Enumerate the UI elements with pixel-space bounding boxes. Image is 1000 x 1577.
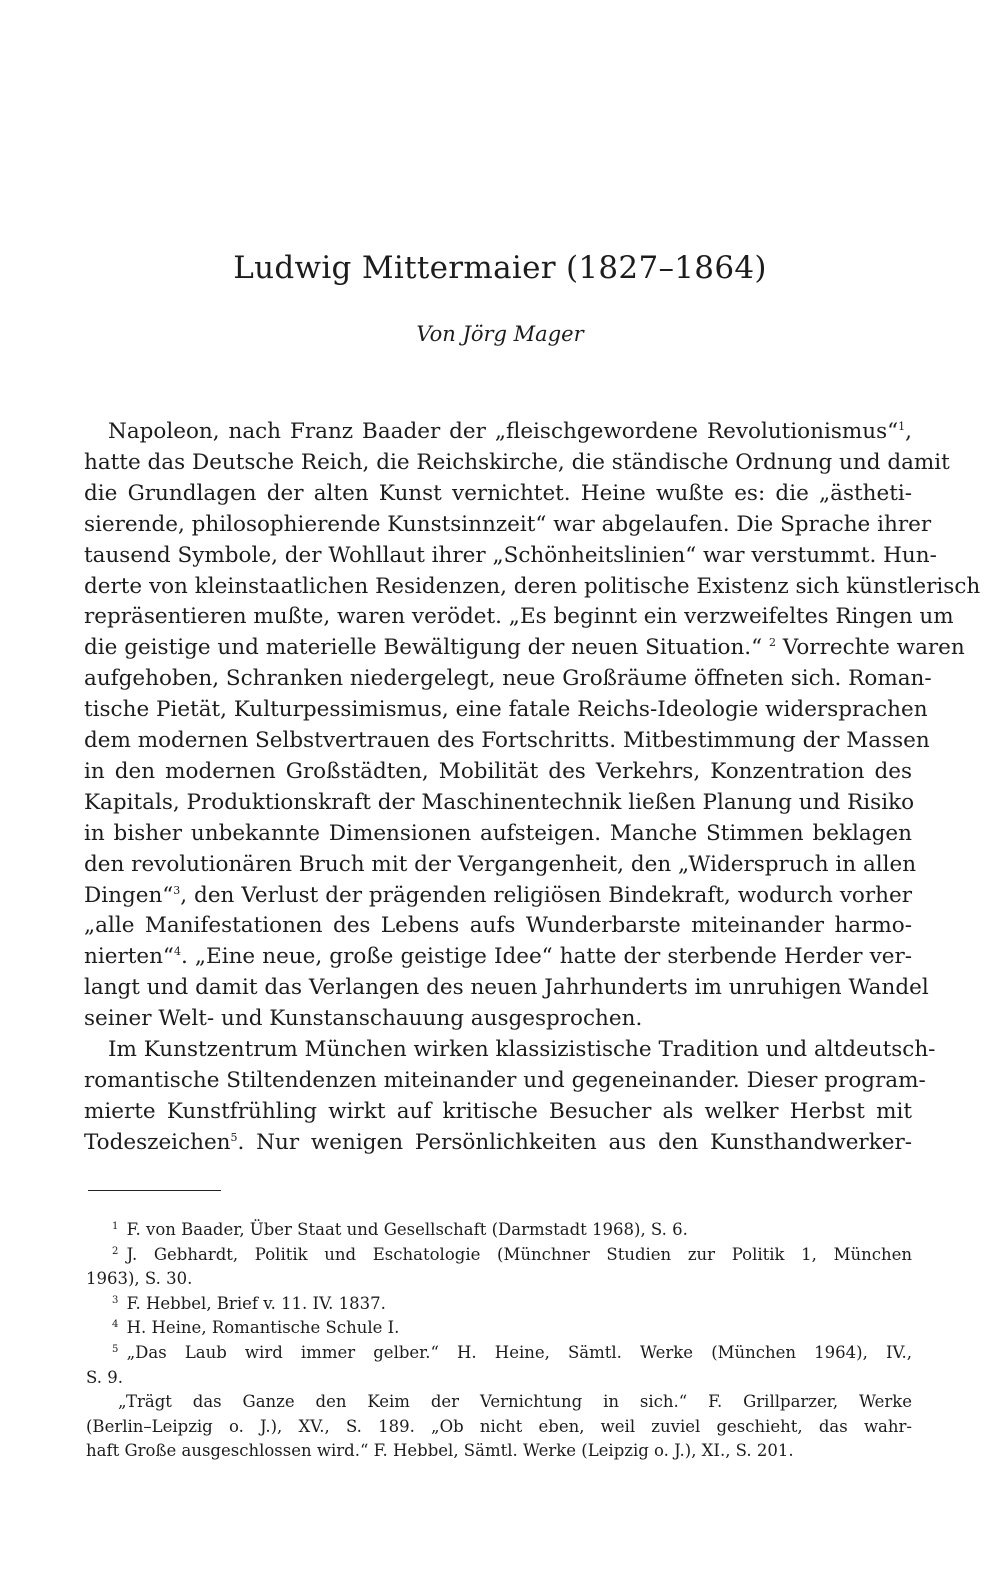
footnote-marker: 3: [173, 883, 181, 897]
body-line: mierte Kunstfrühling wirkt auf kritische Besucher als welker Herbst mit: [84, 1098, 912, 1124]
body-line: tausend Symbole, der Wohllaut ihrer „Schönheitslinien“ war verstummt. Hun-: [84, 542, 937, 568]
footnote-marker: 1: [898, 420, 906, 433]
body-line: Dingen“$^3$, den Verlust der prägenden religiösen Bindekraft, wodurch vorher: [84, 882, 912, 908]
footnote-number: 2: [112, 1245, 119, 1257]
body-line: Im Kunstzentrum München wirken klassizistische Tradition und altdeutsch-: [108, 1037, 936, 1062]
body-line: in bisher unbekannte Dimensionen aufsteigen. Manche Stimmen beklagen: [84, 820, 912, 846]
footnote-line: $^5$ „Das Laub wird immer gelber.“ H. Heine, Sämtl. Werke (München 1964), IV.,: [112, 1343, 912, 1362]
footnote-line: S. 9.: [86, 1367, 123, 1387]
body-line: derte von kleinstaatlichen Residenzen, deren politische Existenz sich künstlerisch: [84, 573, 981, 599]
body-line: tische Pietät, Kulturpessimismus, eine fatale Reichs-Ideologie widersprachen: [84, 697, 928, 723]
body-line: die geistige und materielle Bewältigung der neuen Situation.“ $^2$ Vorrechte waren: [84, 635, 965, 661]
body-line: repräsentieren mußte, waren verödet. „Es beginnt ein verzweifeltes Ringen um: [84, 604, 954, 630]
footnote-line: $^4$ H. Heine, Romantische Schule I.: [112, 1318, 400, 1338]
body-line: hatte das Deutsche Reich, die Reichskirche, die ständische Ordnung und damit: [84, 449, 950, 475]
footnote-marker: 5: [230, 1130, 238, 1144]
article-title: Ludwig Mittermaier (1827–1864): [233, 250, 767, 286]
footnote-line: haft Große ausgeschlossen wird.“ F. Hebbel, Sämtl. Werke (Leipzig o. J.), XI., S. 201.: [86, 1441, 794, 1461]
body-line: dem modernen Selbstvertrauen des Fortschritts. Mitbestimmung der Massen: [84, 728, 930, 753]
body-line: den revolutionären Bruch mit der Vergangenheit, den „Widerspruch in allen: [84, 851, 917, 877]
body-line: Napoleon, nach Franz Baader der „fleischgewordene Revolutionismus“$^1$,: [108, 419, 912, 444]
footnote-line: $^3$ F. Hebbel, Brief v. 11. IV. 1837.: [112, 1293, 386, 1313]
footnote-line: „Trägt das Ganze den Keim der Vernichtung in sich.“ F. Grillparzer, Werke: [118, 1392, 912, 1412]
footnote-number: 3: [112, 1294, 119, 1306]
body-line: romantische Stiltendenzen miteinander und gegeneinander. Dieser program-: [84, 1067, 926, 1093]
body-line: nierten“$^4$. „Eine neue, große geistige Idee“ hatte der sterbende Herder ver-: [84, 944, 912, 970]
body-line: langt und damit das Verlangen des neuen Jahrhunderts im unruhigen Wandel: [84, 975, 929, 1001]
body-line: Todeszeichen$^5$. Nur wenigen Persönlichkeiten aus den Kunsthandwerker-: [84, 1129, 912, 1155]
article-author: Von Jörg Mager: [416, 322, 584, 346]
body-line: „alle Manifestationen des Lebens aufs Wunderbarste miteinander harmo-: [84, 913, 912, 939]
footnote-line: (Berlin–Leipzig o. J.), XV., S. 189. „Ob nicht eben, weil zuviel geschieht, das wahr-: [86, 1416, 912, 1436]
footnote-number: 5: [112, 1344, 119, 1355]
body-line: Kapitals, Produktionskraft der Maschinentechnik ließen Planung und Risiko: [84, 789, 915, 815]
footnote-number: 1: [112, 1221, 119, 1232]
body-line: seiner Welt- und Kunstanschauung ausgesprochen.: [84, 1006, 643, 1032]
body-line: die Grundlagen der alten Kunst vernichtet. Heine wußte es: die „ästheti-: [84, 480, 912, 506]
footnote-line: $^1$ F. von Baader, Über Staat und Gesellschaft (Darmstadt 1968), S. 6.: [112, 1220, 688, 1239]
footnote-line: 1963), S. 30.: [86, 1269, 193, 1289]
footnote-line: $^2$ J. Gebhardt, Politik und Eschatologie (Münchner Studien zur Politik 1, München: [112, 1244, 912, 1264]
body-line: aufgehoben, Schranken niedergelegt, neue Großräume öffneten sich. Roman-: [84, 666, 932, 692]
footnote-number: 4: [112, 1319, 119, 1331]
footnote-separator: [88, 1190, 221, 1191]
footnote-marker: 2: [768, 636, 776, 650]
footnote-marker: 4: [173, 945, 181, 959]
body-line: sierende, philosophierende Kunstsinnzeit“ war abgelaufen. Die Sprache ihrer: [84, 511, 932, 537]
body-line: in den modernen Großstädten, Mobilität des Verkehrs, Konzentration des: [84, 758, 912, 784]
